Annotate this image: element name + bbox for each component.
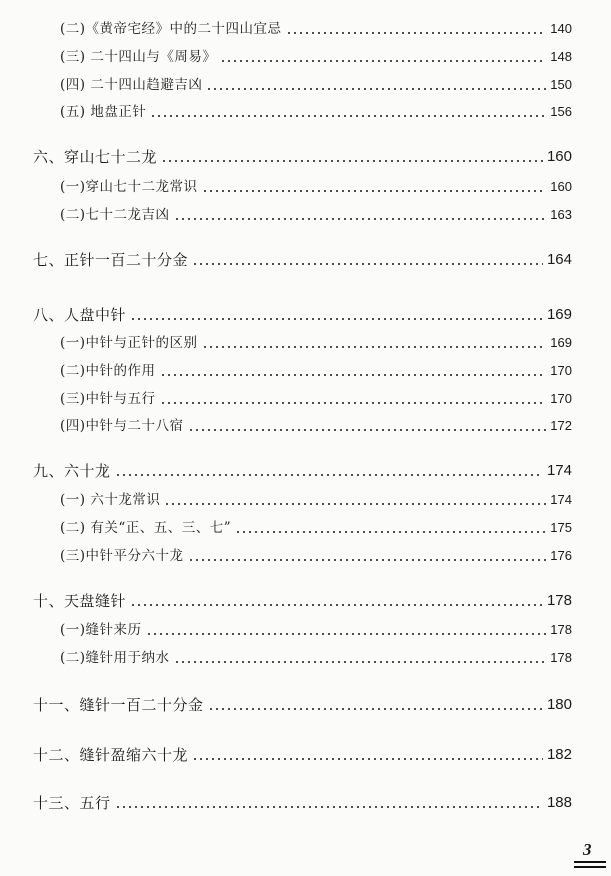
toc-section-entry [0, 487, 611, 509]
toc-chapter-entry [0, 692, 611, 714]
toc-section-entry [0, 202, 611, 224]
toc-entry-page: 182 [546, 746, 572, 763]
dot-leader [174, 205, 547, 221]
page-number-rule [574, 866, 606, 868]
toc-entry-page: 160 [550, 179, 572, 194]
toc-entry-title: (五) 地盘正针 [60, 104, 147, 120]
dot-leader [202, 177, 547, 193]
toc-chapter-entry [0, 742, 611, 764]
toc-entry-title: (一)缝针来历 [60, 622, 142, 638]
toc-section-entry [0, 72, 611, 94]
toc-chapter-entry [0, 247, 611, 269]
toc-entry-title: 八、人盘中针 [33, 306, 127, 324]
toc-entry-page: 176 [550, 548, 572, 563]
page-number-rule [574, 861, 606, 863]
toc-entry-page: 164 [546, 251, 572, 268]
toc-entry-title: (二)缝针用于纳水 [60, 650, 170, 666]
dot-leader [160, 361, 547, 377]
toc-chapter-entry [0, 790, 611, 812]
toc-entry-title: (二)《黄帝宅经》中的二十四山宜忌 [60, 21, 282, 37]
dot-leader [206, 75, 546, 91]
toc-entry-page: 156 [550, 104, 572, 119]
dot-leader [146, 620, 547, 636]
dot-leader [130, 591, 543, 607]
toc-entry-title: (四)中针与二十八宿 [60, 418, 184, 434]
dot-leader [208, 695, 543, 711]
toc-entry-page: 180 [546, 696, 572, 713]
toc-entry-page: 163 [550, 207, 572, 222]
toc-entry-page: 148 [550, 49, 572, 64]
dot-leader [161, 147, 543, 163]
toc-entry-page: 174 [550, 492, 572, 507]
dot-leader [202, 333, 547, 349]
toc-entry-page: 169 [550, 335, 572, 350]
toc-section-entry [0, 617, 611, 639]
toc-entry-title: 十一、缝针一百二十分金 [33, 696, 204, 714]
toc-section-entry [0, 99, 611, 121]
dot-leader [174, 648, 547, 664]
dot-leader [160, 389, 547, 405]
dot-leader [130, 305, 543, 321]
toc-section-entry [0, 543, 611, 565]
toc-section-entry [0, 515, 611, 537]
toc-entry-title: (二) 有关“正、五、三、七” [60, 520, 232, 536]
dot-leader [115, 793, 543, 809]
toc-section-entry [0, 16, 611, 38]
toc-entry-title: (三) 二十四山与《周易》 [60, 49, 217, 65]
toc-entry-title: 十二、缝针盈缩六十龙 [33, 746, 189, 764]
page-number: 3 [583, 840, 592, 859]
toc-section-entry [0, 386, 611, 408]
toc-entry-page: 172 [550, 418, 572, 433]
dot-leader [150, 102, 546, 118]
toc-chapter-entry [0, 144, 611, 166]
toc-entry-page: 174 [546, 462, 572, 479]
toc-entry-title: 十三、五行 [33, 794, 111, 812]
toc-entry-title: (一)穿山七十二龙常识 [60, 179, 198, 195]
toc-section-entry [0, 174, 611, 196]
toc-entry-page: 170 [550, 363, 572, 378]
toc-entry-title: (二)中针的作用 [60, 363, 156, 379]
toc-entry-title: (四) 二十四山趋避吉凶 [60, 77, 203, 93]
toc-entry-title: (三)中针平分六十龙 [60, 548, 184, 564]
toc-section-entry [0, 645, 611, 667]
toc-entry-page: 140 [550, 21, 572, 36]
toc-entry-page: 178 [546, 592, 572, 609]
toc-section-entry [0, 330, 611, 352]
toc-entry-page: 160 [546, 148, 572, 165]
toc-entry-title: 七、正针一百二十分金 [33, 251, 189, 269]
toc-entry-page: 178 [550, 622, 572, 637]
toc-chapter-entry [0, 588, 611, 610]
toc-entry-page: 150 [550, 77, 572, 92]
dot-leader [164, 490, 546, 506]
toc-entry-page: 175 [550, 520, 572, 535]
toc-entry-title: (一)中针与正针的区别 [60, 335, 198, 351]
dot-leader [192, 745, 543, 761]
dot-leader [115, 461, 543, 477]
toc-entry-title: 六、穿山七十二龙 [33, 148, 158, 166]
toc-chapter-entry [0, 302, 611, 324]
toc-entry-title: (三)中针与五行 [60, 391, 156, 407]
dot-leader [220, 47, 546, 63]
toc-entry-page: 169 [546, 306, 572, 323]
toc-entry-title: (二)七十二龙吉凶 [60, 207, 170, 223]
toc-chapter-entry [0, 458, 611, 480]
toc-entry-title: (一) 六十龙常识 [60, 492, 161, 508]
toc-entry-page: 188 [546, 794, 572, 811]
dot-leader [235, 518, 546, 534]
dot-leader [286, 19, 547, 35]
toc-section-entry [0, 358, 611, 380]
toc-entry-page: 170 [550, 391, 572, 406]
dot-leader [192, 250, 543, 266]
toc-entry-title: 十、天盘缝针 [33, 592, 127, 610]
dot-leader [188, 416, 547, 432]
toc-entry-title: 九、六十龙 [33, 462, 111, 480]
dot-leader [188, 546, 547, 562]
toc-section-entry [0, 413, 611, 435]
toc-section-entry [0, 44, 611, 66]
toc-entry-page: 178 [550, 650, 572, 665]
